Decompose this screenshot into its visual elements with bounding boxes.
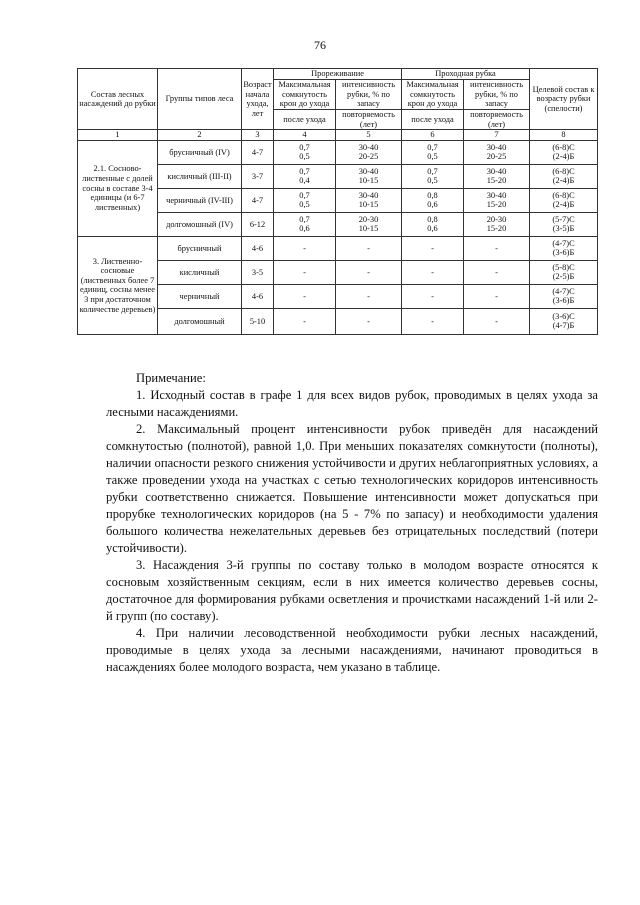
table-cell: -	[464, 308, 530, 334]
table-cell: (6-8)С (2-4)Б	[530, 164, 598, 188]
group-label: 3. Лиственно-сосновые (лиственных более 7 единиц, сосны менее 3 при достаточном количестве деревьев)	[78, 236, 158, 334]
page-number: 76	[314, 38, 326, 52]
table-cell: -	[464, 260, 530, 284]
note-paragraph: 1. Исходный состав в графе 1 для всех видов рубок, проводимых в целях ухода за лесными насаждениями.	[106, 388, 598, 419]
table-cell: (4-7)С (3-6)Б	[530, 284, 598, 308]
table-cell: 20-30 10-15	[336, 212, 402, 236]
start-age: 5-10	[242, 308, 274, 334]
table-cell: -	[402, 260, 464, 284]
table-cell: 0,7 0,5	[274, 140, 336, 164]
table-cell: 0,7 0,5	[274, 188, 336, 212]
note-paragraph: 3. Насаждения 3-й группы по составу только в молодом возрасте относятся к сосновым хозяйственным секциям, если в них имеется количество деревьев сосны, достаточное для формирования рубками осветления и прочистками насаждений 1-й или 2-й групп (по составу).	[106, 558, 598, 623]
header-composition: Состав лесных насаждений до рубки	[78, 69, 158, 130]
table-cell: -	[402, 284, 464, 308]
table-cell: 0,7 0,5	[402, 140, 464, 164]
table-cell: -	[274, 308, 336, 334]
table-cell: (6-8)С (2-4)Б	[530, 140, 598, 164]
col-number: 1	[78, 130, 158, 141]
note-paragraph: 4. При наличии лесоводственной необходимости рубки лесных насаждений, проводимые в целях ухода за лесными насаждениями, начинают проводиться в насаждениях более молодого возраста, чем указано в таблице.	[106, 626, 598, 674]
table-cell: 30-40 10-15	[336, 188, 402, 212]
table-cell: (5-7)С (3-5)Б	[530, 212, 598, 236]
table-cell: -	[274, 284, 336, 308]
table-cell: -	[336, 236, 402, 260]
table-cell: -	[464, 284, 530, 308]
col-number: 7	[464, 130, 530, 141]
notes-title: Примечание:	[136, 371, 206, 385]
table-cell: 30-40 20-25	[464, 140, 530, 164]
start-age: 4-7	[242, 140, 274, 164]
table-cell: (3-6)С (4-7)Б	[530, 308, 598, 334]
note-paragraph: 2. Максимальный процент интенсивности рубок приведён для насаждений сомкнутостью (полнотой), равной 1,0. При меньших показателях сомкнутости (полноты), наличии опасности резкого снижения устойчивости и других неблагоприятных условиях, а также проведении ухода на участках с сетью технологических коридоров интенсивность рубки соответственно снижается. Повышение интенсивности может допускаться при прорубке технологических коридоров (на 5 - 7% по запасу) и необходимости удаления большого количества нежелательных деревьев без отрицательных последствий (потери устойчивости).	[106, 422, 598, 555]
start-age: 4-6	[242, 236, 274, 260]
table-cell: 0,7 0,6	[274, 212, 336, 236]
header-after-care: после ухода	[274, 110, 336, 130]
header-after-care: после ухода	[402, 110, 464, 130]
forest-type: кисличный (III-II)	[158, 164, 242, 188]
header-intensity: интенсивность рубки, % по запасу	[336, 80, 402, 110]
start-age: 6-12	[242, 212, 274, 236]
header-passage-cutting: Проходная рубка	[402, 69, 530, 80]
header-repeat: повторяемость (лет)	[336, 110, 402, 130]
header-start-age: Возраст начала ухода, лет	[242, 69, 274, 130]
table-cell: 30-40 10-15	[336, 164, 402, 188]
table-cell: 30-40 15-20	[464, 188, 530, 212]
start-age: 3-7	[242, 164, 274, 188]
start-age: 3-5	[242, 260, 274, 284]
forest-type: долгомошный	[158, 308, 242, 334]
table-cell: 30-40 20-25	[336, 140, 402, 164]
col-number: 8	[530, 130, 598, 141]
notes-section	[106, 370, 598, 676]
header-thinning: Прореживание	[274, 69, 402, 80]
table-cell: 0,8 0,6	[402, 212, 464, 236]
table-cell: -	[336, 284, 402, 308]
forest-type: черничный	[158, 284, 242, 308]
col-number: 3	[242, 130, 274, 141]
table-cell: 30-40 15-20	[464, 164, 530, 188]
table-cell: -	[336, 260, 402, 284]
forest-type: черничный (IV-III)	[158, 188, 242, 212]
table-cell: -	[402, 236, 464, 260]
col-number: 6	[402, 130, 464, 141]
table-cell: 0,7 0,4	[274, 164, 336, 188]
header-intensity: интенсивность рубки, % по запасу	[464, 80, 530, 110]
forest-type: брусничный	[158, 236, 242, 260]
table-cell: (4-7)С (3-6)Б	[530, 236, 598, 260]
table-cell: (5-8)С (2-5)Б	[530, 260, 598, 284]
col-number: 4	[274, 130, 336, 141]
header-max-density: Максимальная сомкнутость крон до ухода	[274, 80, 336, 110]
table-cell: 0,7 0,5	[402, 164, 464, 188]
table-cell: -	[274, 260, 336, 284]
table-cell: -	[336, 308, 402, 334]
table-cell: 20-30 15-20	[464, 212, 530, 236]
header-forest-type: Группы типов леса	[158, 69, 242, 130]
table-cell: (6-8)С (2-4)Б	[530, 188, 598, 212]
header-target-composition: Целевой состав к возрасту рубки (спелости)	[530, 69, 598, 130]
col-number: 2	[158, 130, 242, 141]
table-cell: -	[464, 236, 530, 260]
table-cell: -	[274, 236, 336, 260]
forest-type: кисличный	[158, 260, 242, 284]
table-cell: -	[402, 308, 464, 334]
header-repeat: повторяемость (лет)	[464, 110, 530, 130]
forest-type: брусничный (IV)	[158, 140, 242, 164]
start-age: 4-6	[242, 284, 274, 308]
start-age: 4-7	[242, 188, 274, 212]
thinning-table	[77, 68, 598, 335]
table-cell: 0,8 0,6	[402, 188, 464, 212]
forest-type: долгомошный (IV)	[158, 212, 242, 236]
group-label: 2.1. Сосново-лиственные с долей сосны в составе 3-4 единицы (и 6-7 лиственных)	[78, 140, 158, 236]
header-max-density: Максимальная сомкнутость крон до ухода	[402, 80, 464, 110]
col-number: 5	[336, 130, 402, 141]
